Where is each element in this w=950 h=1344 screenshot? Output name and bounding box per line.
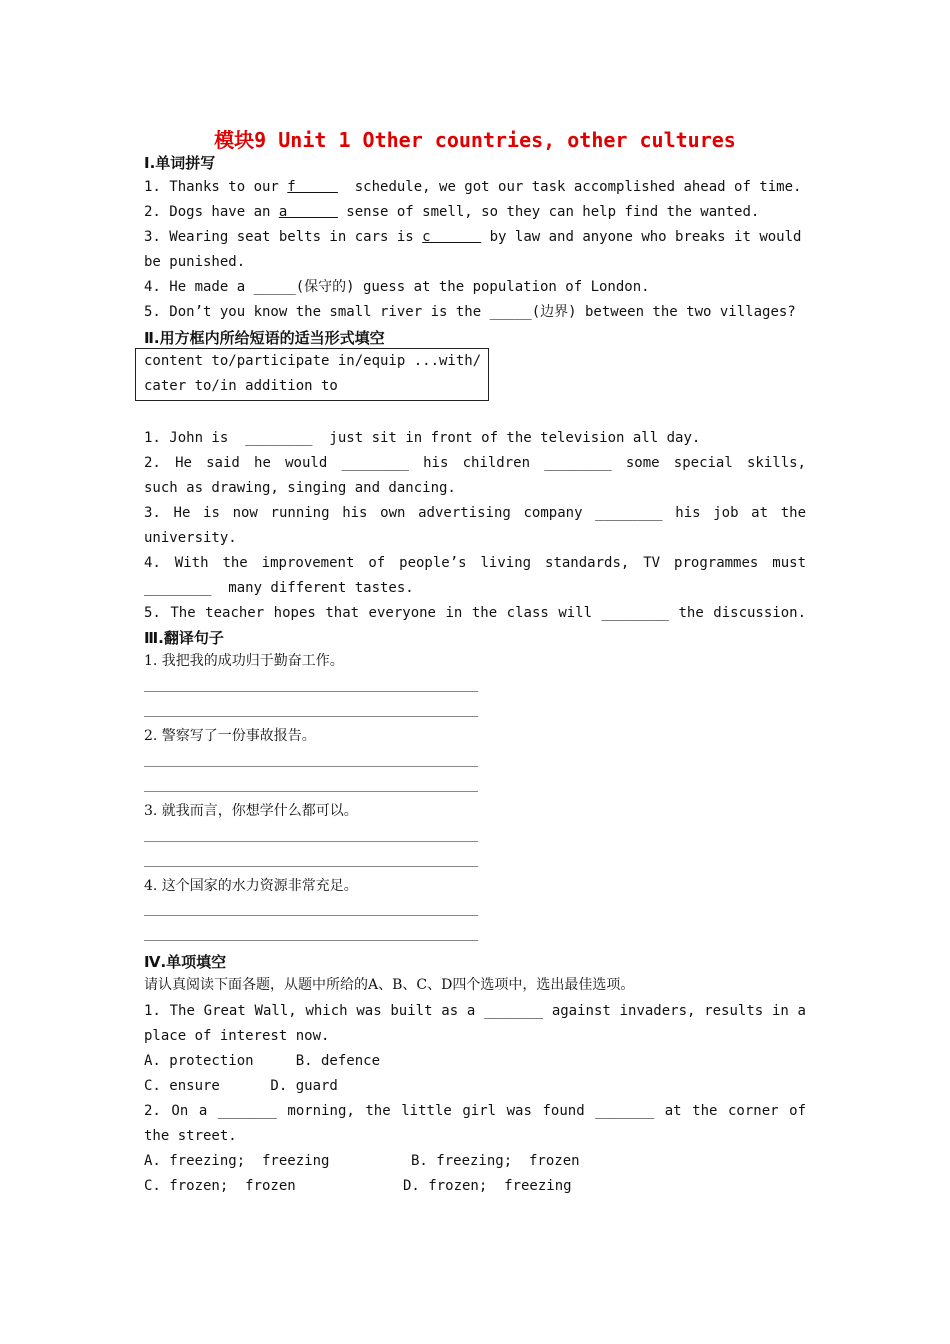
q1-blank[interactable]: f (287, 179, 338, 195)
part4-q2-option-c[interactable]: C. frozen; frozen (144, 1178, 296, 1194)
part4-q1-options-cd[interactable]: C. ensure D. guard (144, 1078, 338, 1094)
part4-instructions: 请认真阅读下面各题，从题中所给的A、B、C、D四个选项中，选出最佳选项。 (144, 977, 635, 993)
part4-question-1-cont: place of interest now. (144, 1028, 330, 1044)
q1-text-c: schedule, we got our task accomplished ahead of time. (337, 179, 802, 195)
part3-question-4: 4. 这个国家的水力资源非常充足。 (144, 878, 358, 894)
part4-q1-options-ab[interactable]: A. protection B. defence (144, 1053, 381, 1069)
answer-line[interactable] (144, 841, 478, 842)
phrase-box-line-1: content to/participate in/equip ...with/ (144, 353, 482, 369)
q1-text-a: 1. Thanks to our (144, 179, 288, 195)
q2-text-c: sense of smell, so they can help find the wanted. (337, 204, 760, 220)
part4-q2-option-d[interactable]: D. frozen; freezing (403, 1178, 572, 1194)
answer-line[interactable] (144, 940, 478, 941)
part3-question-2: 2. 警察写了一份事故报告。 (144, 728, 316, 744)
part1-question-5: 5. Don’t you know the small river is the _____(边界) between the two villages? (144, 304, 796, 320)
part3-question-3: 3. 就我而言，你想学什么都可以。 (144, 803, 358, 819)
part2-question-3-cont: university. (144, 530, 237, 546)
part2-question-2-cont: such as drawing, singing and dancing. (144, 480, 456, 496)
q2-text-a: 2. Dogs have an (144, 204, 279, 220)
part1-question-3-cont: be punished. (144, 254, 246, 270)
part1-question-4: 4. He made a _____(保守的) guess at the population of London. (144, 279, 650, 295)
part1-question-2 (144, 202, 806, 222)
section-heading-3: Ⅲ.翻译句子 (144, 629, 224, 647)
section-heading-4: Ⅳ.单项填空 (144, 953, 227, 971)
part4-question-2: 2. On a _______ morning, the little girl was found _______ at the corner of (144, 1103, 806, 1119)
part2-question-1: 1. John is ________ just sit in front of the television all day. (144, 430, 701, 446)
answer-line[interactable] (144, 915, 478, 916)
part3-question-1: 1. 我把我的成功归于勤奋工作。 (144, 653, 344, 669)
part2-question-5: 5. The teacher hopes that everyone in the class will ________ the discussion. (144, 605, 806, 621)
answer-line[interactable] (144, 716, 478, 717)
phrase-box (135, 348, 489, 401)
part2-question-3: 3. He is now running his own advertising company ________ his job at the (144, 505, 806, 521)
part1-question-1 (144, 177, 806, 197)
page-title: 模块9 Unit 1 Other countries, other cultures (214, 128, 736, 152)
answer-line[interactable] (144, 766, 478, 767)
part1-question-3 (144, 227, 806, 247)
part4-q2-option-a[interactable]: A. freezing; freezing (144, 1153, 330, 1169)
part2-question-4: 4. With the improvement of people’s living standards, TV programmes must (144, 555, 806, 571)
phrase-box-line-2: cater to/in addition to (144, 378, 338, 394)
q3-blank[interactable]: c (422, 229, 482, 245)
part2-question-2: 2. He said he would ________ his children ________ some special skills, (144, 455, 806, 471)
answer-line[interactable] (144, 691, 478, 692)
section-heading-1: Ⅰ.单词拼写 (144, 154, 216, 172)
part2-question-4-cont: ________ many different tastes. (144, 580, 414, 596)
q2-blank[interactable]: a (278, 204, 338, 220)
part4-q2-option-b[interactable]: B. freezing; frozen (411, 1153, 580, 1169)
q3-text-a: 3. Wearing seat belts in cars is (144, 229, 423, 245)
q3-text-c: by law and anyone who breaks it would (481, 229, 802, 245)
part4-question-2-cont: the street. (144, 1128, 237, 1144)
answer-line[interactable] (144, 791, 478, 792)
part4-question-1: 1. The Great Wall, which was built as a _______ against invaders, results in a (144, 1003, 806, 1019)
answer-line[interactable] (144, 866, 478, 867)
section-heading-2: Ⅱ.用方框内所给短语的适当形式填空 (144, 329, 385, 347)
